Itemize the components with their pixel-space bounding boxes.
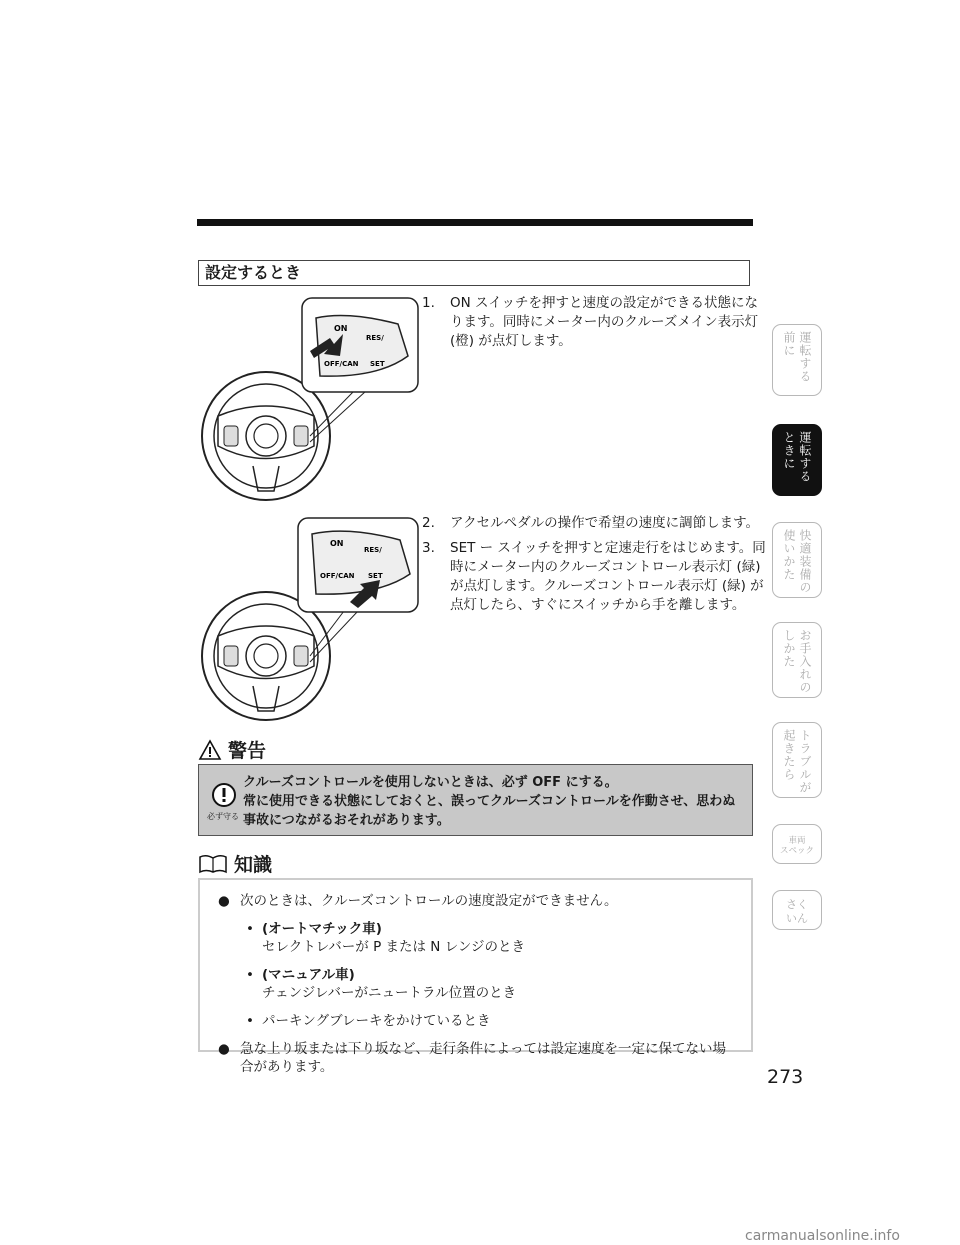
steering-wheel-illustration-1 bbox=[198, 296, 420, 508]
tab-vehicle-specs[interactable]: 車両 スペック bbox=[772, 824, 822, 864]
set-switch-label: SET bbox=[370, 360, 385, 368]
res-switch-label-2: RES/ bbox=[364, 546, 382, 554]
warning-text: クルーズコントロールを使用しないときは、必ず OFF にする。 常に使用できる状態にしておくと、誤ってクルーズコントロールを作動させ、思わぬ事故につながるおそれがあります。 bbox=[243, 775, 736, 828]
sub-item-at: • (オートマチック車) セレクトレバーが P または N レンジのとき bbox=[246, 921, 526, 955]
step-2: 2. アクセルペダルの操作で希望の速度に調節します。 bbox=[422, 515, 760, 531]
section-header: 設定するとき bbox=[198, 260, 750, 286]
tab-before-driving[interactable]: 運転する 前に bbox=[772, 324, 822, 396]
page-number: 273 bbox=[767, 1066, 804, 1088]
knowledge-box bbox=[198, 878, 753, 1075]
tab-when-driving[interactable]: 運転する ときに bbox=[772, 424, 822, 496]
open-book-icon bbox=[198, 853, 228, 875]
tab-comfort-equipment[interactable]: 快適装備の 使いかた bbox=[772, 522, 822, 598]
offcan-switch-label: OFF/CAN bbox=[324, 360, 359, 368]
set-switch-label-2: SET bbox=[368, 572, 383, 580]
knowledge-heading: 知識 bbox=[198, 850, 272, 877]
res-switch-label: RES/ bbox=[366, 334, 384, 342]
sub-item-parking-brake: • パーキングブレーキをかけているとき bbox=[246, 1013, 491, 1029]
on-switch-label: ON bbox=[334, 324, 348, 333]
knowledge-bullet-2: ● 急な上り坂または下り坂など、走行条件によっては設定速度を一定に保てない場合があります。 bbox=[218, 1041, 726, 1075]
warning-box bbox=[198, 764, 753, 836]
footer-watermark: carmanualsonline.info bbox=[745, 1228, 900, 1244]
step-1: 1. ON スイッチを押すと速度の設定ができる状態になります。同時にメーター内のクルーズメイン表示灯 (橙) が点灯します。 bbox=[422, 295, 759, 349]
knowledge-bullet-1: ● 次のときは、クルーズコントロールの速度設定ができません。 bbox=[218, 893, 618, 909]
steps-block-2 bbox=[422, 514, 770, 621]
offcan-switch-label-2: OFF/CAN bbox=[320, 572, 355, 580]
warning-icon-caption: 必ず守る bbox=[207, 812, 239, 821]
steps-block-1 bbox=[422, 294, 770, 357]
tab-index[interactable]: さく いん bbox=[772, 890, 822, 930]
on-switch-label-2: ON bbox=[330, 539, 344, 548]
steering-wheel-illustration-2 bbox=[198, 516, 420, 728]
step-3: 3. SET ー スイッチを押すと定速走行をはじめます。同時にメーター内のクルーズコントロール表示灯 (緑) が点灯します。クルーズコントロール表示灯 (緑) が点灯したら、すぐにスイッチから手を離します。 bbox=[422, 540, 766, 613]
tab-maintenance[interactable]: お手入れの しかた bbox=[772, 622, 822, 698]
sub-item-mt: • (マニュアル車) チェンジレバーがニュートラル位置のとき bbox=[246, 967, 517, 1001]
tab-trouble[interactable]: トラブルが 起きたら bbox=[772, 722, 822, 798]
warning-triangle-icon bbox=[198, 739, 222, 761]
top-rule bbox=[197, 219, 753, 226]
exclamation-circle-icon bbox=[209, 783, 239, 813]
warning-heading: 警告 bbox=[198, 736, 266, 763]
